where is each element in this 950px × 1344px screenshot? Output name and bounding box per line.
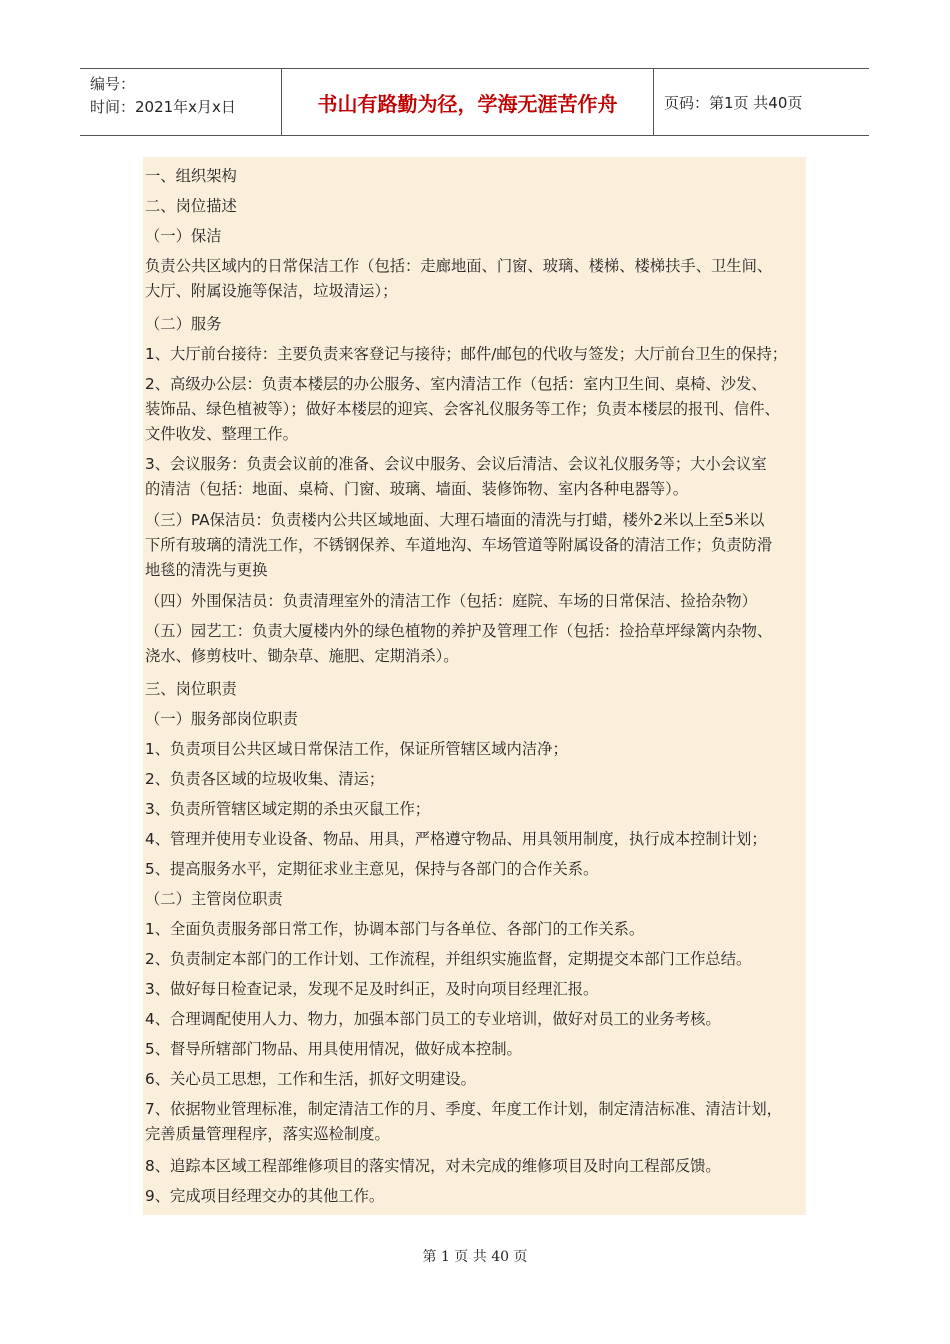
page-header (80, 68, 869, 136)
paragraph-line: （四）外围保洁员：负责清理室外的清洁工作（包括：庭院、车场的日常保洁、捡拾杂物） (145, 592, 757, 610)
paragraph-line: （二）主管岗位职责 (145, 890, 283, 908)
paragraph-line: 1、大厅前台接待：主要负责来客登记与接待；邮件/邮包的代收与签发；大厅前台卫生的保持； (145, 345, 788, 363)
paragraph-line: 3、会议服务：负责会议前的准备、会议中服务、会议后清洁、会议礼仪服务等；大小会议室 (145, 455, 767, 473)
paragraph (145, 1067, 809, 1092)
paragraph (145, 677, 809, 702)
paragraph (145, 947, 809, 972)
paragraph-line: 5、督导所辖部门物品、用具使用情况，做好成本控制。 (145, 1040, 522, 1058)
paragraph-line: 2、高级办公层：负责本楼层的办公服务、室内清洁工作（包括：室内卫生间、桌椅、沙发、 (145, 375, 767, 393)
paragraph-line: 完善质量管理程序，落实巡检制度。 (145, 1125, 390, 1143)
doc-time-label: 时间：2021年x月x日 (90, 98, 236, 116)
paragraph (145, 857, 809, 882)
paragraph (145, 372, 809, 447)
paragraph (145, 194, 809, 219)
paragraph-line: （二）服务 (145, 315, 222, 333)
doc-number-label: 编号： (90, 75, 136, 93)
paragraph-line: 负责公共区域内的日常保洁工作（包括：走廊地面、门窗、玻璃、楼梯、楼梯扶手、卫生间、 (145, 257, 773, 275)
paragraph-line: 下所有玻璃的清洗工作，不锈钢保养、车道地沟、车场管道等附属设备的清洁工作；负责防滑 (145, 536, 773, 554)
paragraph-line: 8、追踪本区域工程部维修项目的落实情况，对未完成的维修项目及时向工程部反馈。 (145, 1157, 721, 1175)
paragraph (145, 224, 809, 249)
page-footer: 第 1 页 共 40 页 (422, 1249, 528, 1265)
paragraph (145, 977, 809, 1002)
paragraph (145, 737, 809, 762)
paragraph (145, 1184, 809, 1209)
paragraph (145, 767, 809, 792)
paragraph (145, 508, 809, 583)
paragraph-line: 3、负责所管辖区域定期的杀虫灭鼠工作； (145, 800, 431, 818)
paragraph-line: （一）服务部岗位职责 (145, 710, 298, 728)
paragraph-line: 1、全面负责服务部日常工作，协调本部门与各单位、各部门的工作关系。 (145, 920, 645, 938)
paragraph (145, 1154, 809, 1179)
paragraph-line: 浇水、修剪枝叶、锄杂草、施肥、定期消杀）。 (145, 647, 459, 665)
paragraph (145, 312, 809, 337)
header-left-cell (80, 69, 282, 135)
paragraph (145, 254, 809, 304)
document-body (143, 157, 806, 1215)
paragraph-line: 3、做好每日检查记录，发现不足及时纠正，及时向项目经理汇报。 (145, 980, 599, 998)
paragraph (145, 1007, 809, 1032)
paragraph-line: 7、依据物业管理标准，制定清洁工作的月、季度、年度工作计划，制定清洁标准、清洁计划， (145, 1100, 782, 1118)
paragraph-line: 一、组织架构 (145, 167, 237, 185)
header-motto: 书山有路勤为径，学海无涯苦作舟 (282, 69, 654, 135)
paragraph (145, 887, 809, 912)
paragraph-line: 大厅、附属设施等保洁，垃圾清运）； (145, 282, 398, 300)
paragraph-line: 二、岗位描述 (145, 197, 237, 215)
paragraph-line: 9、完成项目经理交办的其他工作。 (145, 1187, 385, 1205)
paragraph (145, 342, 809, 367)
paragraph-line: （五）园艺工：负责大厦楼内外的绿色植物的养护及管理工作（包括：捡拾草坪绿篱内杂物、 (145, 622, 773, 640)
paragraph-line: 装饰品、绿色植被等）；做好本楼层的迎宾、会客礼仪服务等工作；负责本楼层的报刊、信件、 (145, 400, 780, 418)
paragraph-line: 三、岗位职责 (145, 680, 237, 698)
paragraph-line: 5、提高服务水平，定期征求业主意见，保持与各部门的合作关系。 (145, 860, 599, 878)
paragraph (145, 589, 809, 614)
paragraph (145, 707, 809, 732)
paragraph (145, 917, 809, 942)
paragraph-line: （三）PA保洁员：负责楼内公共区域地面、大理石墙面的清洗与打蜡，楼外2米以上至5米以 (145, 511, 765, 529)
header-page-label: 页码：第1页 共40页 (664, 93, 803, 112)
paragraph-line: 2、负责制定本部门的工作计划、工作流程，并组织实施监督，定期提交本部门工作总结。 (145, 950, 752, 968)
paragraph-line: 4、管理并使用专业设备、物品、用具，严格遵守物品、用具领用制度，执行成本控制计划； (145, 830, 767, 848)
paragraph-line: （一）保洁 (145, 227, 222, 245)
paragraph-line: 的清洁（包括：地面、桌椅、门窗、玻璃、墙面、装修饰物、室内各种电器等）。 (145, 480, 689, 498)
paragraph (145, 1037, 809, 1062)
paragraph (145, 827, 809, 852)
paragraph (145, 164, 809, 189)
paragraph-line: 1、负责项目公共区域日常保洁工作，保证所管辖区域内洁净； (145, 740, 568, 758)
paragraph (145, 619, 809, 669)
paragraph-line: 6、关心员工思想，工作和生活，抓好文明建设。 (145, 1070, 476, 1088)
paragraph (145, 797, 809, 822)
paragraph-line: 4、合理调配使用人力、物力，加强本部门员工的专业培训，做好对员工的业务考核。 (145, 1010, 721, 1028)
paragraph-line: 文件收发、整理工作。 (145, 425, 298, 443)
paragraph-line: 2、负责各区域的垃圾收集、清运； (145, 770, 385, 788)
paragraph-line: 地毯的清洗与更换 (145, 561, 268, 579)
paragraph (145, 1097, 809, 1147)
paragraph (145, 452, 809, 502)
